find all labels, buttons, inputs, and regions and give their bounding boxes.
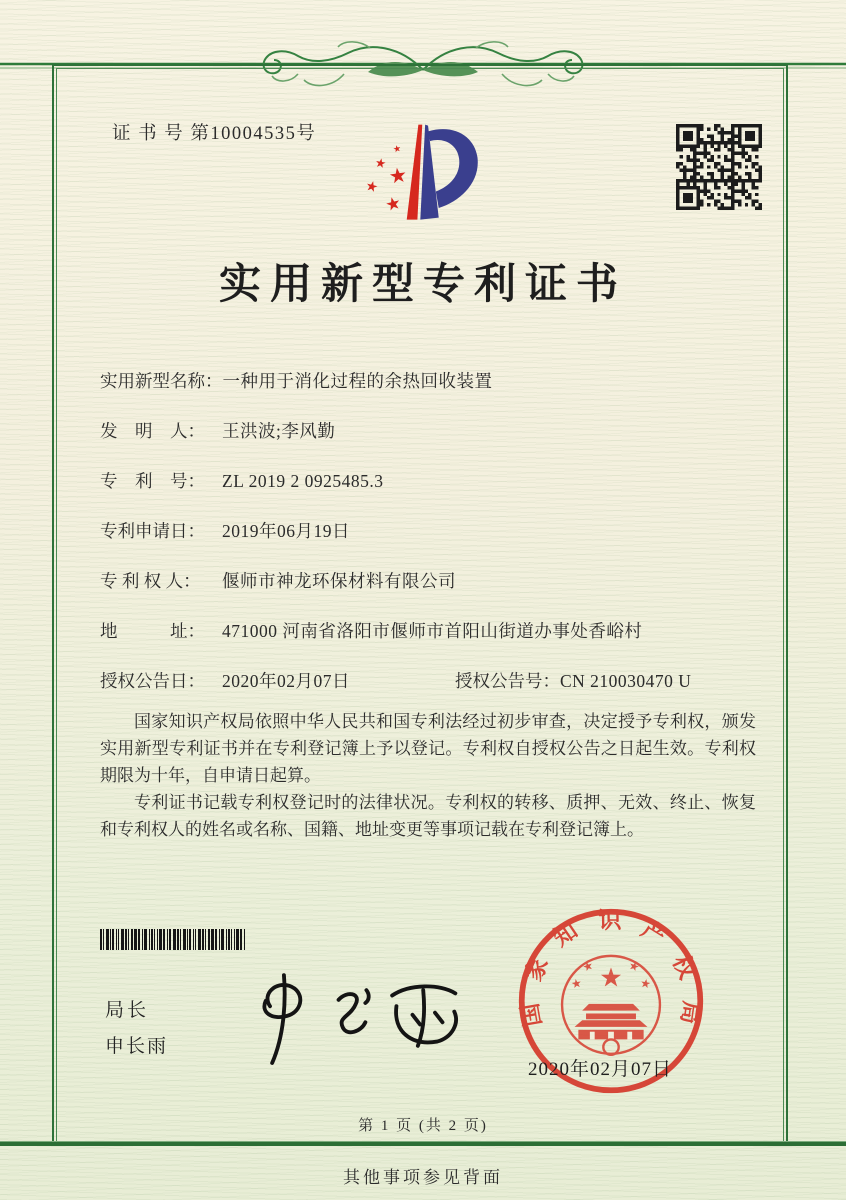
field-label: 实用新型名称： xyxy=(100,371,223,391)
field-value: 一种用于消化过程的余热回收装置 xyxy=(222,371,493,391)
certificate-title: 实用新型专利证书 xyxy=(218,262,627,308)
svg-text:权: 权 xyxy=(667,950,702,983)
field-label: 专 利 权 人： xyxy=(100,571,201,591)
back-side-note: 其他事项参见背面 xyxy=(343,1168,503,1187)
signer-name-label: 申长雨 xyxy=(105,1036,169,1057)
legal-paragraph-1: 国家知识产权局依照中华人民共和国专利法经过初步审查，决定授予专利权，颁发实用新型专利证书并在专利登记簿上予以登记。专利权自授权公告之日起生效。专利权期限为十年，自申请日起算。 xyxy=(100,712,756,785)
field-row-patentee xyxy=(100,569,756,619)
svg-text:识: 识 xyxy=(598,906,622,934)
field-row-inventors xyxy=(100,419,756,469)
field-label: 授权公告日： xyxy=(100,671,205,691)
field-value: CN 210030470 U xyxy=(560,671,692,691)
legal-body-text xyxy=(100,708,756,843)
page-number: 第 1 页 (共 2 页) xyxy=(358,1118,488,1134)
field-row-application-date xyxy=(100,519,756,569)
svg-text:家: 家 xyxy=(519,953,553,985)
field-label: 授权公告号： xyxy=(455,671,560,691)
field-row-patent-number xyxy=(100,469,756,519)
field-row-address xyxy=(100,619,756,669)
field-label: 专利申请日： xyxy=(100,521,205,541)
svg-text:局: 局 xyxy=(676,999,706,1026)
svg-text:国: 国 xyxy=(516,1001,546,1029)
svg-text:知: 知 xyxy=(548,916,583,952)
field-label: 专 利 号： xyxy=(100,471,205,491)
certificate-number: 证 书 号 第10004535号 xyxy=(112,124,317,144)
field-row-utility-model-name xyxy=(100,369,756,419)
field-label: 发 明 人： xyxy=(100,421,205,441)
field-value: 2020年02月07日 xyxy=(222,671,350,691)
handwritten-signature-icon xyxy=(240,968,465,1068)
field-value: 偃师市神龙环保材料有限公司 xyxy=(222,571,456,591)
certificate-fields xyxy=(100,369,756,719)
national-emblem-icon xyxy=(562,956,660,1055)
svg-text:产: 产 xyxy=(636,915,671,950)
seal-date: 2020年02月07日 xyxy=(528,1059,673,1080)
signer-title-label: 局长 xyxy=(105,1000,150,1021)
field-value: 2019年06月19日 xyxy=(222,521,350,541)
grant-announcement-number-group xyxy=(455,669,691,693)
field-value: 471000 河南省洛阳市偃师市首阳山街道办事处香峪村 xyxy=(222,621,643,641)
barcode-icon xyxy=(100,929,332,950)
legal-paragraph-2: 专利证书记载专利权登记时的法律状况。专利权的转移、质押、无效、终止、恢复和专利权人的姓名或名称、国籍、地址变更等事项记载在专利登记簿上。 xyxy=(100,793,756,839)
field-value: ZL 2019 2 0925485.3 xyxy=(222,471,384,491)
bottom-divider-rule xyxy=(0,1141,846,1146)
field-value: 王洪波;李风勤 xyxy=(222,421,336,441)
field-label: 地 址： xyxy=(100,621,205,641)
qr-code-icon xyxy=(676,124,762,210)
cnipa-patent-logo-icon xyxy=(340,112,520,238)
